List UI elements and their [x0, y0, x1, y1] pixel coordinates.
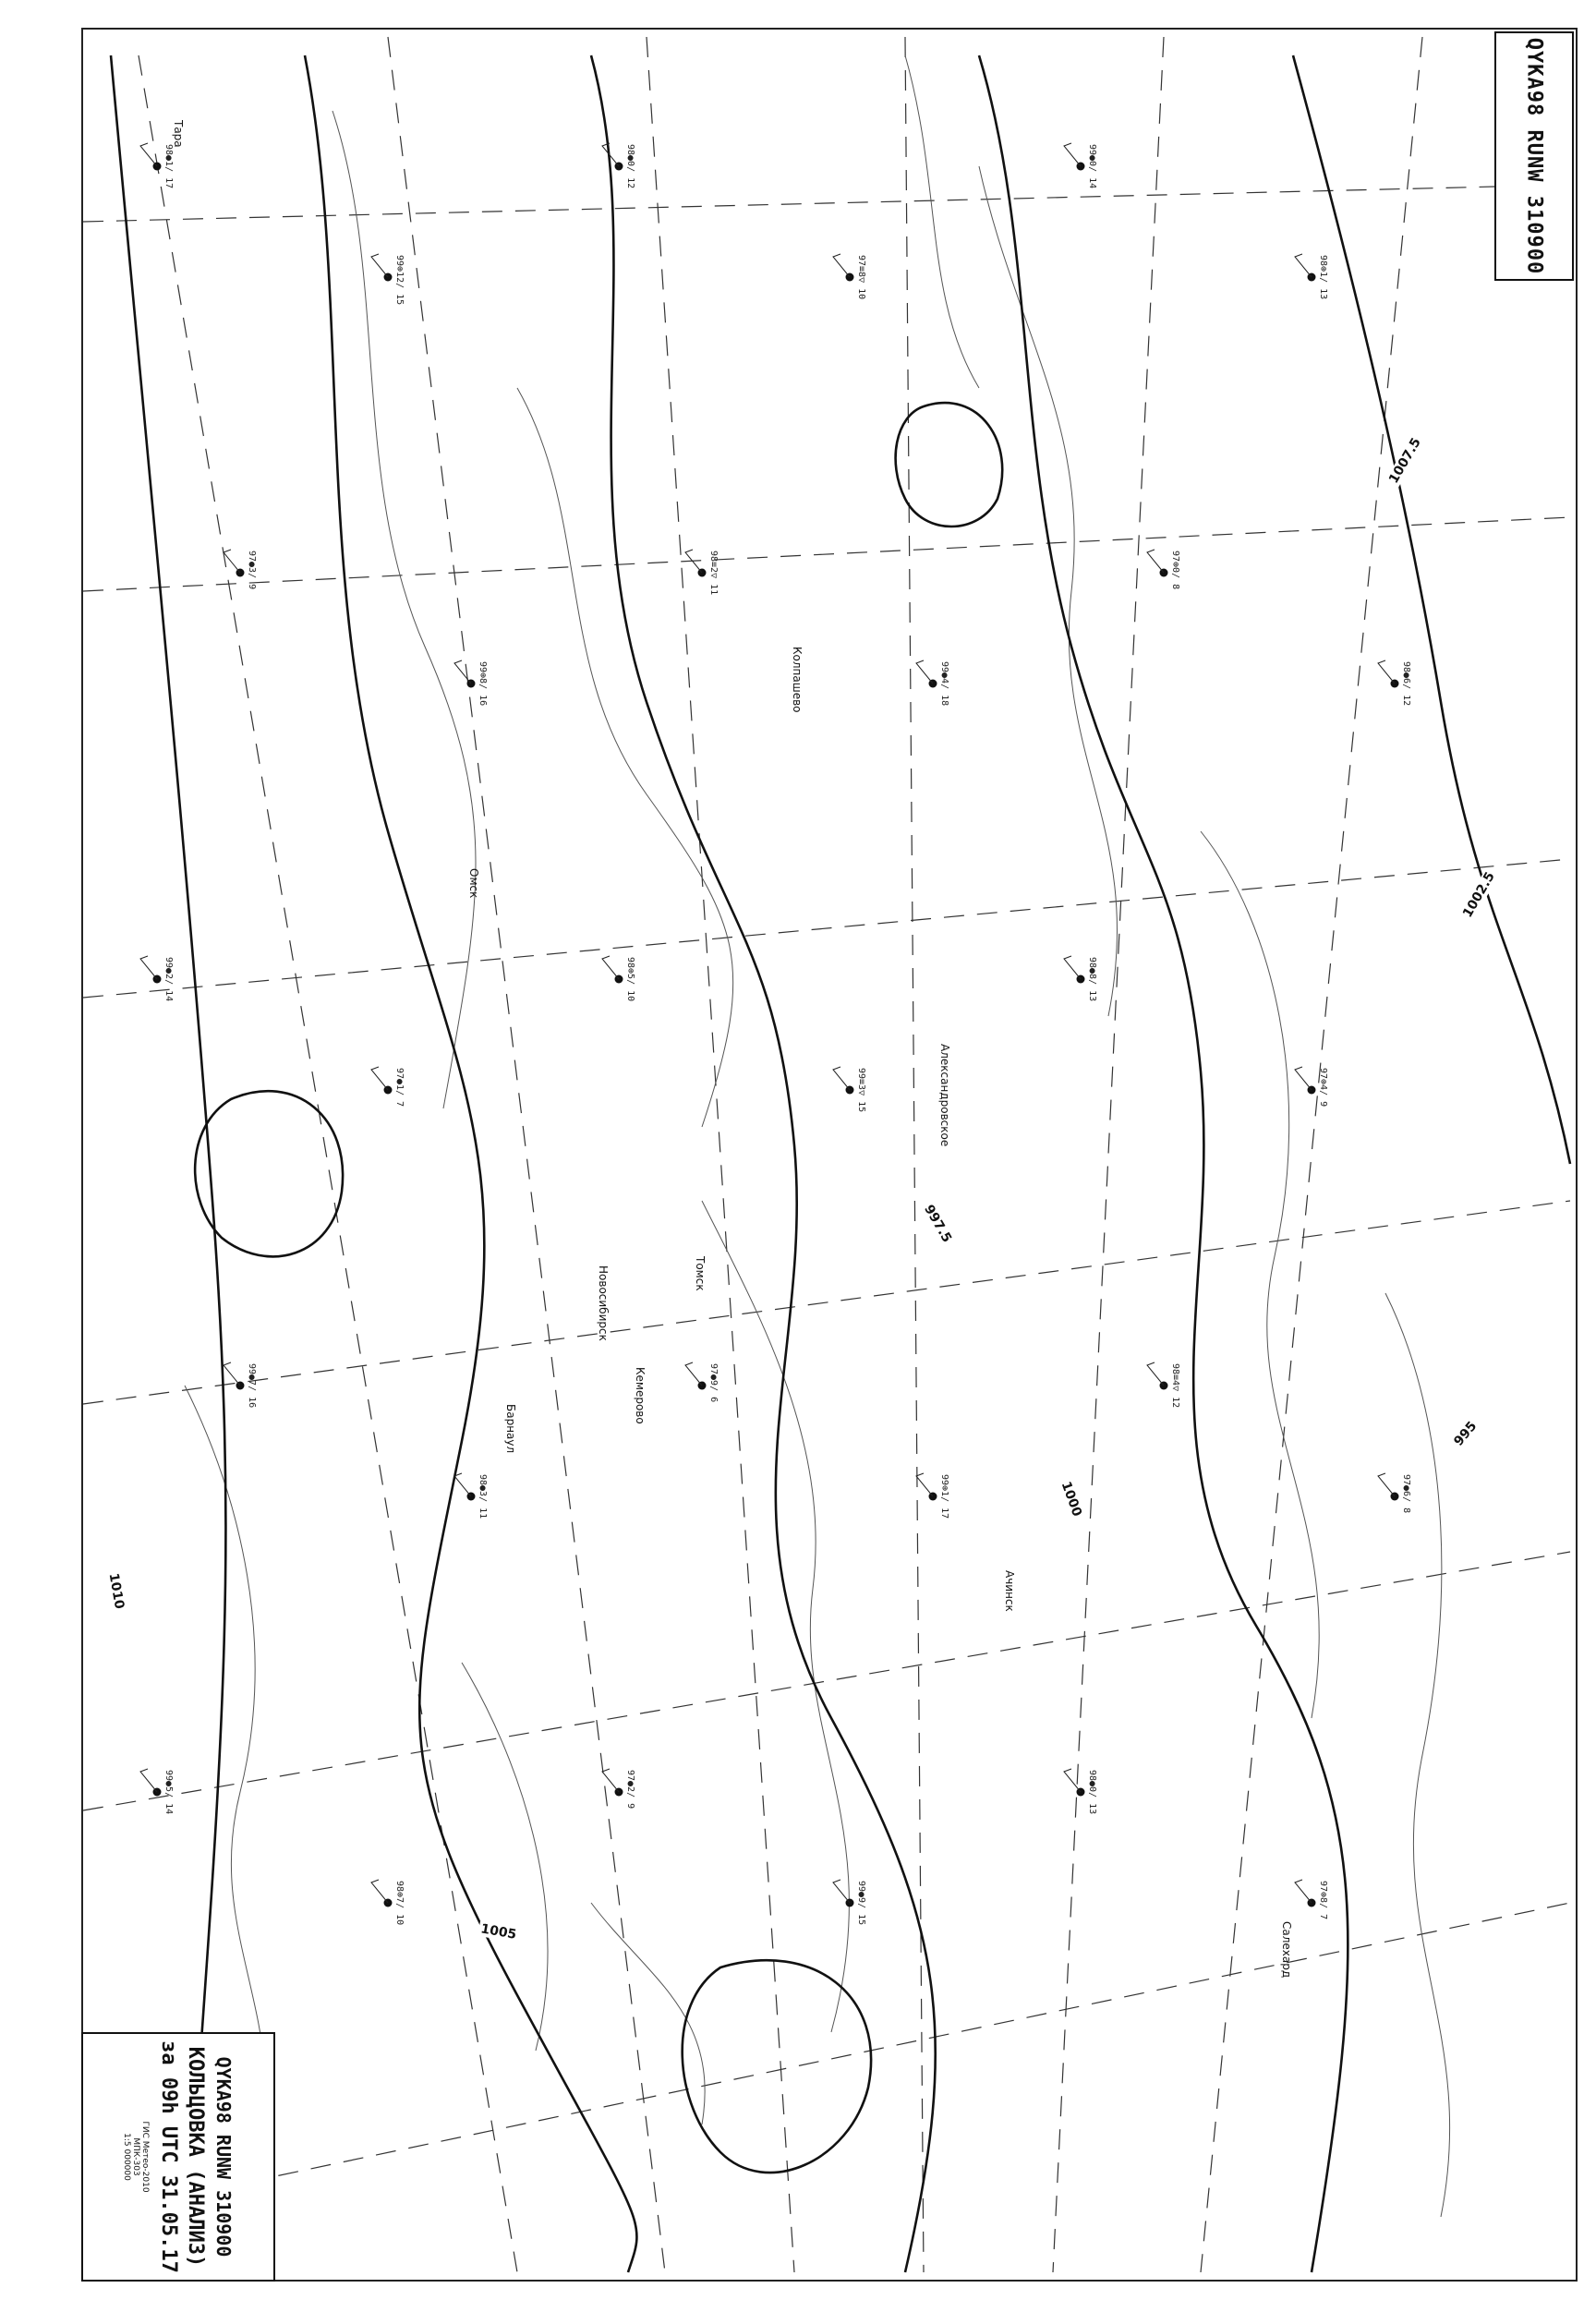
isobar-label: 1005 [479, 1921, 518, 1943]
isobar-label: 1010 [105, 1571, 127, 1611]
city-label: Омск [467, 868, 480, 899]
station-plot-label: 97●6/ 8 [1401, 1474, 1411, 1514]
station-plot-label: 99●7/ 16 [247, 1363, 257, 1409]
legend-content [122, 2037, 235, 2277]
station-plot-label: 98⊕7/ 10 [394, 1881, 405, 1926]
header-stamp [1494, 31, 1574, 281]
station-plot-label: 99⊕12/ 15 [394, 255, 405, 306]
isobar-label: 997.5 [921, 1202, 955, 1246]
legend-software: ГИС Метео-2010 [140, 2121, 150, 2193]
station-plot-label: 98●8/ 13 [1087, 957, 1097, 1002]
station-plot-label: 97●3/ 9 [247, 551, 257, 590]
station-plot-label: 98●3/ 11 [478, 1474, 488, 1519]
station-plot-label: 98≡2▽ 11 [708, 551, 719, 596]
legend-model: МПК-303 [131, 2137, 140, 2176]
station-plot-label: 98●6/ 12 [1401, 661, 1411, 707]
city-label: Барнаул [504, 1404, 517, 1454]
city-label: Салехард [1280, 1921, 1293, 1979]
city-label: Ачинск [1003, 1570, 1016, 1612]
station-plot-label: 98●0/ 12 [625, 144, 635, 189]
station-plot-label: 98⊕5/ 10 [625, 957, 635, 1002]
station-plot-label: 97●1/ 7 [394, 1068, 405, 1108]
station-plot-label: 99≡3▽ 15 [856, 1068, 866, 1113]
station-plot-label: 97⊕8/ 7 [1318, 1881, 1328, 1920]
station-plot-label: 99●0/ 14 [1087, 144, 1097, 189]
station-plot-label: 97●2/ 9 [625, 1770, 635, 1810]
station-plot-label: 97⊕4/ 9 [1318, 1068, 1328, 1108]
city-label: Александровское [938, 1044, 951, 1147]
station-plot-label: 99●2/ 14 [163, 957, 174, 1002]
city-label: Новосибирск [597, 1265, 610, 1341]
station-plot-label: 98≡4▽ 12 [1170, 1363, 1180, 1409]
map-frame [81, 28, 1578, 2282]
station-plot-label: 99⊕1/ 17 [939, 1474, 949, 1519]
station-plot-label: 97●9/ 6 [708, 1363, 719, 1403]
legend-title: КОЛЬЦОВКА (АНАЛИЗ) [184, 2046, 207, 2268]
station-plot-label: 98●1/ 17 [163, 144, 174, 189]
legend-scale: 1:5 000000 [122, 2133, 131, 2181]
isobar-label: 995 [1451, 1419, 1481, 1449]
station-plot-label: 99●9/ 15 [856, 1881, 866, 1926]
city-label: Кемерово [634, 1367, 647, 1424]
legend-time: за 09h UTC 31.05.17 [157, 2040, 180, 2273]
station-plot-label: 97≡8▽ 10 [856, 255, 866, 300]
legend-box [81, 2032, 275, 2282]
station-plot-label: 99●4/ 18 [939, 661, 949, 707]
station-plot-label: 99●5/ 14 [163, 1770, 174, 1815]
city-label: Колпашево [791, 647, 804, 713]
station-plot-label: 99⊕8/ 16 [478, 661, 488, 707]
isobar-label: 1007.5 [1386, 435, 1424, 487]
isobar-label: 1002.5 [1460, 869, 1498, 921]
station-plot-label: 97⊕0/ 8 [1170, 551, 1180, 590]
station-plot-label: 98●0/ 13 [1087, 1770, 1097, 1815]
city-label: Тара [172, 120, 185, 148]
legend-code: QYKA98 RUNW 310900 [212, 2056, 235, 2258]
isobar-label: 1000 [1058, 1479, 1085, 1519]
city-label: Томск [694, 1256, 707, 1291]
header-stamp-text: QYKA98 RUNW 310900 [1522, 37, 1546, 275]
station-plot-label: 98⊕1/ 13 [1318, 255, 1328, 300]
